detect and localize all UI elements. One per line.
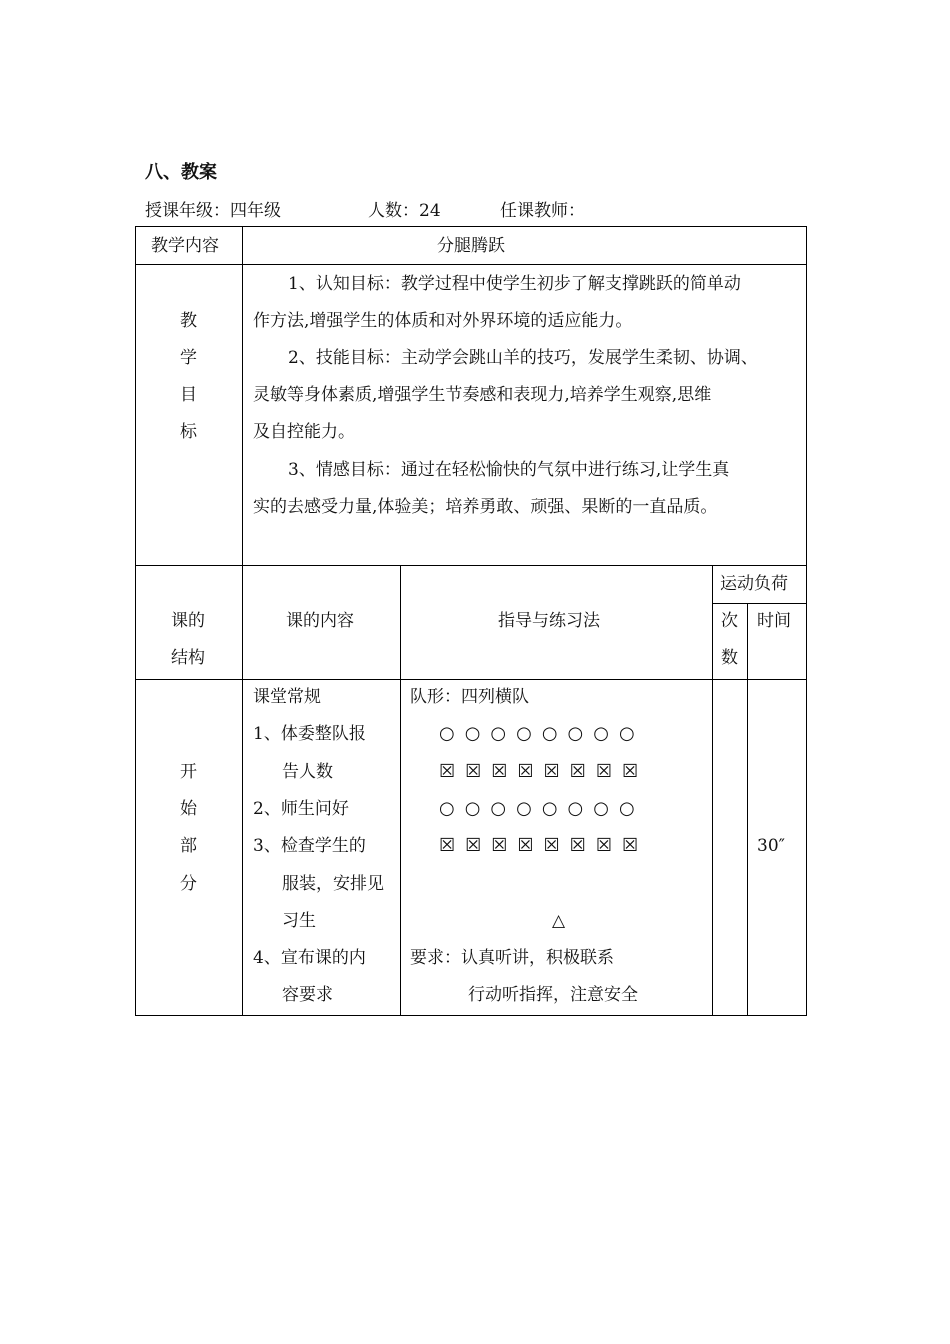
formation-row-1: ○○○○○○○○ bbox=[439, 723, 645, 744]
start-label-2: 始 bbox=[180, 799, 197, 819]
goals-label-1: 教 bbox=[180, 311, 197, 331]
goal-line-2: 作方法,增强学生的体质和对外界环境的适应能力。 bbox=[253, 311, 633, 331]
start-label-3: 部 bbox=[180, 836, 197, 856]
content-line-7: 习生 bbox=[282, 911, 316, 931]
times-header-1: 次 bbox=[721, 611, 738, 631]
goal-line-6: 3、情感目标：通过在轻松愉快的气氛中进行练习,让学生真 bbox=[288, 460, 730, 480]
content-line-3: 告人数 bbox=[282, 762, 333, 782]
content-line-9: 容要求 bbox=[282, 985, 333, 1005]
goals-label-3: 目 bbox=[180, 385, 197, 405]
goal-line-1: 1、认知目标：教学过程中使学生初步了解支撑跳跃的简单动 bbox=[288, 274, 741, 294]
content-value: 分腿腾跃 bbox=[437, 236, 505, 256]
teacher-triangle-icon: △ bbox=[552, 911, 566, 931]
teacher-info: 任课教师： bbox=[500, 201, 585, 221]
lesson-content-header: 课的内容 bbox=[286, 611, 354, 631]
time-header: 时间 bbox=[757, 611, 791, 631]
load-header: 运动负荷 bbox=[720, 574, 788, 594]
content-line-1: 课堂常规 bbox=[253, 687, 321, 707]
requirement-line-1: 要求：认真听讲，积极联系 bbox=[410, 948, 614, 968]
goal-line-5: 及自控能力。 bbox=[253, 422, 355, 442]
formation-row-3: ○○○○○○○○ bbox=[439, 798, 645, 819]
goal-line-4: 灵敏等身体素质,增强学生节奏感和表现力,培养学生观察,思维 bbox=[253, 385, 712, 405]
content-line-5: 3、检查学生的 bbox=[253, 836, 366, 856]
content-line-2: 1、体委整队报 bbox=[253, 724, 366, 744]
formation-row-4: ☒☒☒☒☒☒☒☒ bbox=[439, 835, 649, 856]
requirement-line-2: 行动听指挥，注意安全 bbox=[468, 985, 638, 1005]
formation-title: 队形：四列横队 bbox=[410, 687, 529, 707]
goals-label-2: 学 bbox=[180, 348, 197, 368]
student-count: 人数：24 bbox=[368, 201, 441, 221]
section-heading: 八、教案 bbox=[145, 162, 217, 183]
structure-header-2: 结构 bbox=[171, 648, 205, 668]
goals-label-4: 标 bbox=[180, 422, 197, 442]
start-label-4: 分 bbox=[180, 874, 197, 894]
structure-header-1: 课的 bbox=[171, 611, 205, 631]
content-label: 教学内容 bbox=[151, 236, 219, 256]
content-line-6: 服装，安排见 bbox=[282, 874, 384, 894]
time-value: 30″ bbox=[757, 836, 785, 856]
grade-info: 授课年级：四年级 bbox=[145, 201, 281, 221]
times-header-2: 数 bbox=[721, 648, 738, 668]
goal-line-3: 2、技能目标：主动学会跳山羊的技巧，发展学生柔韧、协调、 bbox=[288, 348, 758, 368]
goal-line-7: 实的去感受力量,体验美；培养勇敢、顽强、果断的一直品质。 bbox=[253, 497, 718, 517]
method-header: 指导与练习法 bbox=[498, 611, 600, 631]
start-label-1: 开 bbox=[180, 762, 197, 782]
content-line-4: 2、师生问好 bbox=[253, 799, 349, 819]
content-line-8: 4、宣布课的内 bbox=[253, 948, 366, 968]
formation-row-2: ☒☒☒☒☒☒☒☒ bbox=[439, 761, 649, 782]
